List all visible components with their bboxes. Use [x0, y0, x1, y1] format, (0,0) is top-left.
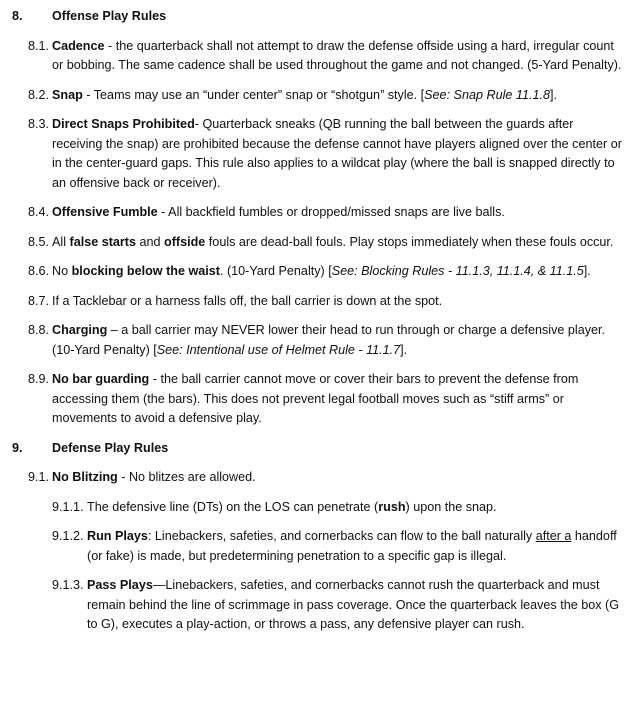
rule-number: 8.1.: [28, 38, 50, 53]
rule-number: 8.2.: [28, 87, 50, 102]
rule-text: If a Tacklebar or a harness falls off, the ball carrier is down at the spot.: [52, 293, 443, 308]
rule-number: 9.1.2.: [52, 529, 84, 543]
rule-text: [52, 86, 622, 106]
rule-item: [28, 468, 622, 488]
rule-description: : Linebackers, safeties, and cornerbacks can flow to the ball naturally: [147, 529, 536, 543]
rule-term: No Blitzing: [52, 470, 118, 484]
rule-item: [28, 262, 622, 282]
rule-text: [52, 203, 622, 223]
rule-number: 9.1.1.: [52, 499, 84, 514]
section-number: 8.: [12, 9, 23, 23]
rule-description: - All backfield fumbles or dropped/missed snaps are live balls.: [157, 205, 505, 219]
rule-description: - Quarterback sneaks (QB running the ball between the guards after receiving the snap) are prohibited because the defense cannot have players aligned over the center or in the center-guard gaps. This rule also applies to a wildcat play (where the ball is snapped directly to an offensive back or receiver).: [52, 117, 622, 190]
rule-item: [28, 370, 622, 429]
rule-number: 9.1.3.: [52, 578, 84, 592]
rule-term: Snap: [52, 87, 83, 102]
rule-description: - the quarterback shall not attempt to draw the defense offside using a hard, irregular count or bobbing. The same cadence shall be used throughout the game and not changed. (5-Yard Penalty).: [52, 38, 622, 72]
rule-description: ) upon the snap.: [405, 499, 497, 514]
underlined-text: after a: [535, 529, 572, 543]
rule-description: - No blitzes are allowed.: [117, 470, 256, 484]
rule-description: - the ball carrier cannot move or cover their bars to prevent the defense from accessing them (the bars). This does not prevent legal football moves such as “stiff arms” or movements to avoid a defensive play.: [52, 372, 579, 425]
rule-text: [87, 576, 622, 635]
rule-number: 8.3.: [28, 117, 50, 131]
rule-number: 8.6.: [28, 264, 50, 278]
rule-prefix: No: [52, 264, 72, 278]
rule-number: 8.9.: [28, 372, 50, 386]
rule-description: fouls are dead-ball fouls. Play stops immediately when these fouls occur.: [205, 234, 614, 249]
rule-text: [52, 262, 622, 282]
rule-term: No bar guarding: [52, 372, 150, 386]
rule-item: [28, 292, 622, 312]
rule-description: —Linebackers, safeties, and cornerbacks cannot rush the quarterback and must remain behind the line of scrimmage in pass coverage. Once the quarterback leaves the box (G to G), executes a play-action, or throws a pass, any defensive player can rush.: [87, 578, 620, 631]
section-title: Defense Play Rules: [52, 440, 169, 455]
rule-description: – a ball carrier may NEVER lower their head to run through or charge a defensive player. (10-Yard Penalty) [: [52, 323, 605, 357]
rule-reference: See: Blocking Rules - 11.1.3, 11.1.4, & 11.1.5: [331, 264, 584, 278]
sub-rule-item: [52, 498, 622, 518]
rule-reference: See: Snap Rule 11.1.8: [424, 87, 550, 102]
rule-text: [87, 527, 622, 566]
rule-description: - Teams may use an “under center” snap or “shotgun” style. [: [82, 87, 425, 102]
rule-term: Direct Snaps Prohibited: [52, 117, 195, 131]
sub-rule-item: [52, 576, 622, 635]
rule-term-2: offside: [164, 234, 206, 249]
rule-term: Run Plays: [87, 529, 148, 543]
rule-number: 9.1.: [28, 470, 50, 484]
rule-number: 8.8.: [28, 323, 50, 337]
rule-term: Offensive Fumble: [52, 205, 158, 219]
rule-text: [52, 233, 622, 253]
rule-prefix: All: [52, 234, 70, 249]
rule-tail: handoff (or fake) is made, but predetermining penetration to a specific gap is illegal.: [87, 529, 617, 563]
rule-term: Charging: [52, 323, 108, 337]
rule-text: [52, 370, 622, 429]
section-heading-9: [12, 439, 622, 459]
rule-tail: ].: [549, 87, 557, 102]
rule-term: false starts: [69, 234, 137, 249]
rule-term: Cadence: [52, 38, 105, 53]
rule-term: blocking below the waist: [71, 264, 220, 278]
sub-rule-item: [52, 527, 622, 566]
rule-term: Pass Plays: [87, 578, 153, 592]
rule-reference: See: Intentional use of Helmet Rule - 11.1.7: [156, 342, 401, 357]
rule-item: [28, 115, 622, 193]
rule-connector: and: [136, 234, 165, 249]
rule-text: [52, 468, 622, 488]
rule-term: rush: [378, 499, 406, 514]
rule-item: [28, 321, 622, 360]
rule-item: [28, 37, 622, 76]
rule-description: . (10-Yard Penalty) [: [219, 264, 332, 278]
rule-text: [87, 498, 622, 518]
rule-number: 8.5.: [28, 234, 50, 249]
rule-item: [28, 203, 622, 223]
rule-number: 8.7.: [28, 293, 50, 308]
rule-tail: ].: [583, 264, 591, 278]
rule-prefix: The defensive line (DTs) on the LOS can penetrate (: [87, 499, 379, 514]
rule-item: [28, 86, 622, 106]
rule-text: [52, 321, 622, 360]
rule-text: [52, 115, 622, 193]
rule-text: [52, 37, 622, 76]
section-heading-8: [12, 7, 622, 27]
rule-item: [28, 233, 622, 253]
rule-tail: ].: [400, 342, 408, 357]
rule-number: 8.4.: [28, 205, 50, 219]
section-title: Offense Play Rules: [52, 9, 167, 23]
section-number: 9.: [12, 440, 23, 455]
